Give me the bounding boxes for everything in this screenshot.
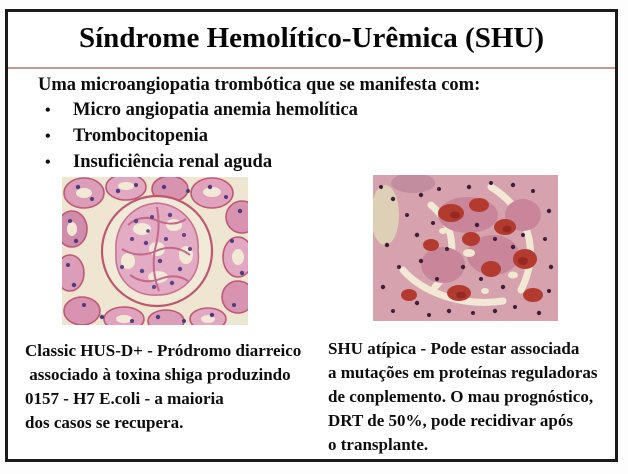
caption-classic-hus: [25, 339, 301, 435]
caption-line: DRT de 50%, pode recidivar após: [328, 411, 573, 430]
caption-line: 0157 - H7 E.coli - a maioria: [25, 389, 224, 408]
histology-image-atypical-shu: [373, 175, 558, 321]
bullet-marker: •: [45, 154, 51, 171]
caption-atypical-shu: [328, 337, 597, 457]
bullet-marker: •: [45, 128, 51, 145]
bullet-item: [45, 126, 358, 152]
bullet-item: [45, 152, 358, 178]
slide-frame: [5, 9, 618, 462]
caption-line: a mutações em proteínas reguladoras: [328, 363, 598, 382]
bullet-marker: •: [45, 102, 51, 119]
caption-line: de conplemento. O mau prognóstico,: [328, 387, 594, 406]
bullet-text: Insuficiência renal aguda: [73, 152, 273, 172]
caption-line: associado à toxina shiga produzindo: [25, 365, 291, 384]
bullet-item: [45, 100, 358, 126]
bullet-text: Trombocitopenia: [73, 126, 208, 146]
intro-text: Uma microangiopatia trombótica que se manifesta com:: [38, 75, 481, 95]
caption-line: o transplante.: [328, 435, 429, 454]
caption-line: dos casos se recupera.: [25, 413, 184, 432]
slide-title: Síndrome Hemolítico-Urêmica (SHU): [79, 22, 544, 54]
caption-line: SHU atípica - Pode estar associada: [328, 339, 580, 358]
caption-line: Classic HUS-D+ - Pródromo diarreico: [25, 341, 302, 360]
histology-image-classic-hus: [62, 177, 248, 325]
bullet-list: [45, 100, 358, 178]
bullet-text: Micro angiopatia anemia hemolítica: [73, 100, 358, 120]
title-divider-line: [8, 67, 615, 69]
